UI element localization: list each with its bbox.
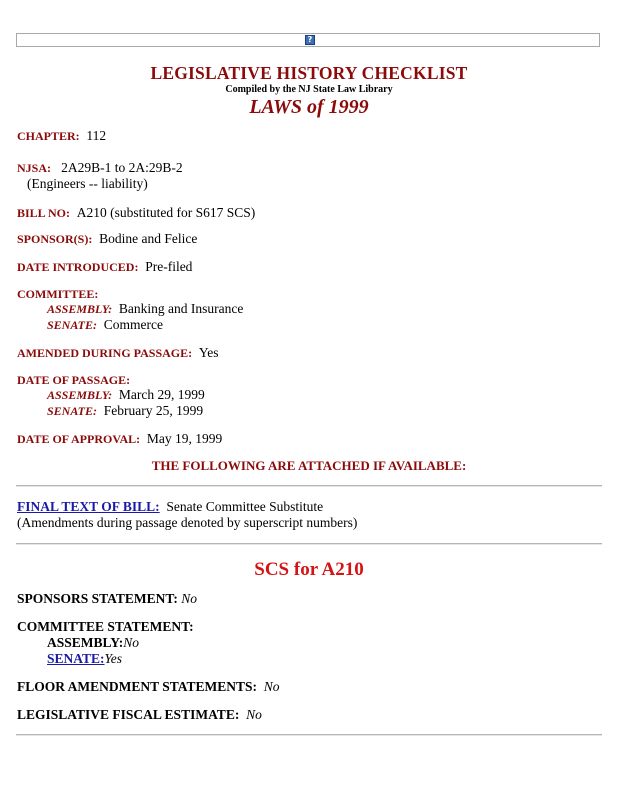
njsa-note: (Engineers -- liability) <box>27 176 148 191</box>
njsa-value: 2A29B-1 to 2A:29B-2 <box>61 160 183 175</box>
amended-label: AMENDED DURING PASSAGE: <box>17 346 193 360</box>
passage-assembly-row <box>47 387 205 403</box>
attached-heading: THE FOLLOWING ARE ATTACHED IF AVAILABLE: <box>151 458 467 473</box>
divider <box>16 543 602 545</box>
passage-assembly-value: March 29, 1999 <box>118 387 205 402</box>
njsa-label: NJSA: <box>17 161 52 175</box>
committee-statement-senate-link[interactable]: SENATE: <box>47 651 105 666</box>
passage-label: DATE OF PASSAGE: <box>17 373 131 387</box>
sponsors-label: SPONSOR(S): <box>17 232 93 246</box>
chapter-value: 112 <box>86 128 107 143</box>
fiscal-estimate-row <box>17 707 262 723</box>
sponsors-row <box>17 231 197 247</box>
njsa-row <box>17 160 183 176</box>
passage-assembly-label: ASSEMBLY: <box>47 388 113 402</box>
committee-label: COMMITTEE: <box>17 287 99 301</box>
passage-senate-value: February 25, 1999 <box>103 403 204 418</box>
page-title: LEGISLATIVE HISTORY CHECKLIST <box>150 63 468 83</box>
committee-assembly-value: Banking and Insurance <box>118 301 244 316</box>
sponsors-value: Bodine and Felice <box>99 231 198 246</box>
committee-senate-value: Commerce <box>103 317 163 332</box>
divider <box>16 485 602 487</box>
laws-year: LAWS of 1999 <box>249 96 369 118</box>
chapter-label: CHAPTER: <box>17 129 80 143</box>
final-text-value: Senate Committee Substitute <box>166 499 324 514</box>
sponsors-statement-label: SPONSORS STATEMENT: <box>17 591 178 606</box>
bill-row <box>17 205 255 221</box>
divider <box>16 734 602 736</box>
approval-value: May 19, 1999 <box>146 431 223 446</box>
sponsors-statement-row <box>17 591 197 607</box>
committee-senate-label: SENATE: <box>47 318 98 332</box>
committee-statement-assembly-label: ASSEMBLY: <box>47 635 124 650</box>
introduced-row <box>17 259 192 275</box>
fiscal-estimate-value: No <box>246 707 262 722</box>
bill-label: BILL NO: <box>17 206 71 220</box>
amended-row <box>17 345 219 361</box>
committee-statement-senate-row <box>47 651 122 667</box>
committee-assembly-row <box>47 301 243 317</box>
committee-assembly-label: ASSEMBLY: <box>47 302 113 316</box>
floor-amendment-row <box>17 679 280 695</box>
compiled-by: Compiled by the NJ State Law Library <box>225 84 393 95</box>
chapter-row <box>17 128 106 144</box>
committee-statement-assembly-value: No <box>123 635 140 650</box>
committee-statement-assembly-row <box>47 635 139 651</box>
top-frame-bar <box>16 33 600 47</box>
final-text-note: (Amendments during passage denoted by superscript numbers) <box>17 515 358 530</box>
floor-amendment-label: FLOOR AMENDMENT STATEMENTS: <box>17 679 258 694</box>
bill-value: A210 (substituted for S617 SCS) <box>76 205 256 220</box>
passage-row <box>17 372 130 388</box>
passage-senate-row <box>47 403 203 419</box>
passage-senate-label: SENATE: <box>47 404 98 418</box>
committee-statement-label: COMMITTEE STATEMENT: <box>17 619 194 634</box>
final-text-row <box>17 499 323 515</box>
committee-senate-row <box>47 317 163 333</box>
introduced-value: Pre-filed <box>145 259 193 274</box>
final-text-link[interactable]: FINAL TEXT OF BILL: <box>17 499 160 514</box>
floor-amendment-value: No <box>263 679 280 694</box>
approval-row <box>17 431 222 447</box>
scs-heading: SCS for A210 <box>254 559 364 580</box>
fiscal-estimate-label: LEGISLATIVE FISCAL ESTIMATE: <box>17 707 240 722</box>
sponsors-statement-value: No <box>181 591 198 606</box>
committee-statement-senate-value: Yes <box>104 651 123 666</box>
introduced-label: DATE INTRODUCED: <box>17 260 139 274</box>
committee-row <box>17 286 98 302</box>
committee-statement-row <box>17 619 194 635</box>
help-icon[interactable]: ? <box>305 35 315 45</box>
approval-label: DATE OF APPROVAL: <box>17 432 141 446</box>
amended-value: Yes <box>198 345 219 360</box>
